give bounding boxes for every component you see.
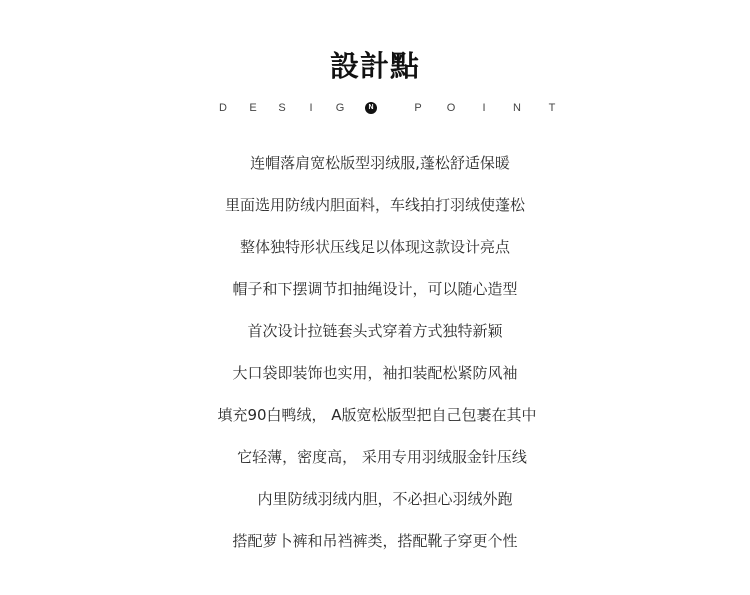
subtitle-letter: T xyxy=(548,102,556,114)
design-point-line: 填充90白鸭绒， A版宽松版型把自己包裹在其中 xyxy=(217,406,537,424)
design-point-line: 内里防绒羽绒内胆，不必担心羽绒外跑 xyxy=(257,490,513,508)
design-point-line: 里面选用防绒内胆面料，车线拍打羽绒使蓬松 xyxy=(224,196,525,214)
subtitle-letter-badge: N xyxy=(365,102,377,114)
subtitle-letter: D xyxy=(219,102,227,114)
design-point-line: 它轻薄，密度高， 采用专用羽绒服金针压线 xyxy=(237,448,527,466)
subtitle-letter: N xyxy=(513,102,521,114)
design-point-line: 首次设计拉链套头式穿着方式独特新颖 xyxy=(247,322,503,340)
subtitle-letter: I xyxy=(482,102,486,114)
subtitle-letter: S xyxy=(278,102,286,114)
page-title: 設計點 xyxy=(329,49,420,83)
subtitle-design-point xyxy=(0,100,750,116)
design-point-list xyxy=(0,150,750,570)
design-point-line: 大口袋即装饰也实用，袖扣装配松紧防风袖 xyxy=(232,364,518,382)
design-point-line: 搭配萝卜裤和吊裆裤类，搭配靴子穿更个性 xyxy=(232,532,518,550)
design-point-line: 连帽落肩宽松版型羽绒服,蓬松舒适保暖 xyxy=(250,154,510,172)
subtitle-letter: E xyxy=(249,102,257,114)
design-point-line: 整体独特形状压线足以体现这款设计亮点 xyxy=(239,238,510,256)
subtitle-letter: G xyxy=(335,102,345,114)
subtitle-letter: I xyxy=(309,102,313,114)
subtitle-letter: O xyxy=(446,102,456,114)
subtitle-letter: P xyxy=(414,102,422,114)
design-point-line: 帽子和下摆调节扣抽绳设计，可以随心造型 xyxy=(232,280,518,298)
